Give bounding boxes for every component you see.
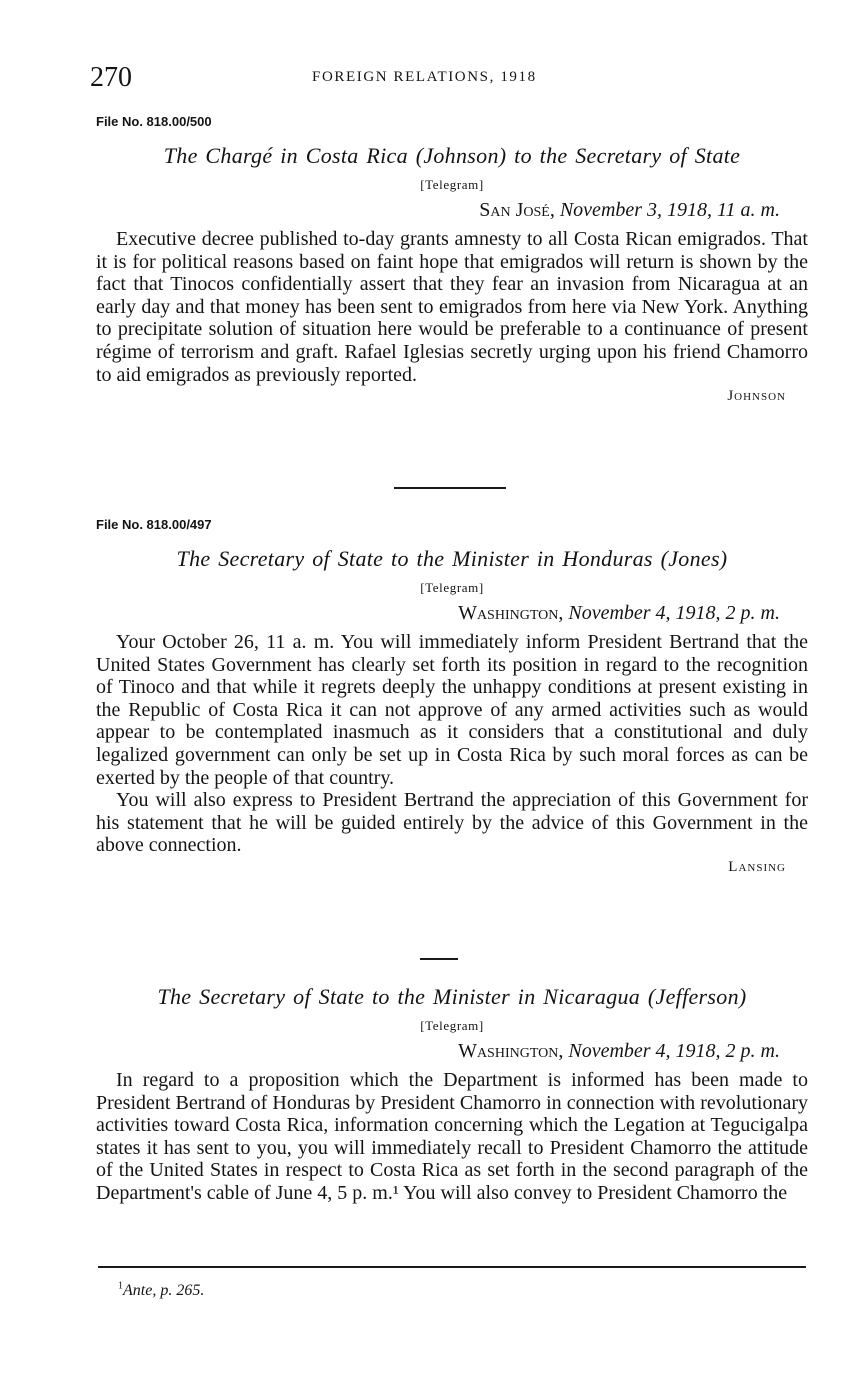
section-divider — [394, 487, 506, 489]
dateline-date: November 3, 1918, 11 a. m. — [559, 199, 780, 221]
dateline-place: Washington, — [458, 1040, 564, 1062]
dateline — [96, 602, 808, 625]
dateline-date: November 4, 1918, 2 p. m. — [568, 602, 780, 624]
dateline-place: San José, — [479, 199, 555, 221]
dateline — [96, 1040, 808, 1063]
document-1 — [96, 114, 808, 405]
footnote-marker: 1 — [118, 1280, 123, 1292]
document-type: [Telegram] — [420, 1018, 484, 1033]
signature: Johnson — [727, 388, 786, 405]
document-title: The Secretary of State to the Minister in Honduras (Jones) — [176, 546, 728, 571]
dateline-date: November 4, 1918, 2 p. m. — [568, 1040, 780, 1062]
body-paragraph — [96, 1069, 808, 1205]
body-paragraph — [96, 789, 808, 857]
footnote-text: Ante, p. 265. — [123, 1282, 205, 1299]
footnote-rule — [98, 1266, 806, 1268]
running-head: FOREIGN RELATIONS, 1918 — [312, 69, 537, 85]
dateline-place: Washington, — [458, 602, 564, 624]
document-type: [Telegram] — [420, 177, 484, 192]
paragraph-text: You will also express to President Bertrand the appreciation of this Government for his statement that he will be guided entirely by the advice of this Government in the above connection. — [96, 789, 808, 857]
body-paragraph — [96, 631, 808, 789]
paragraph-text: Your October 26, 11 a. m. You will immediately inform President Bertrand that the United States Government has clearly set forth its position in regard to the recognition of Tinoco and that while it regrets deeply the unhappy conditions at present existing in the Republic of Costa Rica it can not approve of any armed activities such as would appear to be contemplated inasmuch as it considers that a constitutional and duly legalized government can only be set up in Costa Rica by such moral forces as can be exerted by the people of that country. — [96, 631, 808, 789]
signature: Lansing — [728, 858, 786, 875]
page-header — [90, 62, 806, 96]
file-number: File No. 818.00/497 — [96, 517, 212, 532]
document-type: [Telegram] — [420, 580, 484, 595]
paragraph-text: Executive decree published to-day grants amnesty to all Costa Rican emigrados. That it is for political reasons based on faint hope that emigrados will return is shown by the fact that Tinocos confidentially assert that they fear an invasion from Nicaragua at an early day and that money has been sent to emigrados from here via New York. Anything to precipitate solution of situation here would be preferable to a continuance of present régime of terrorism and graft. Rafael Iglesias secretly urging upon his friend Chamorro to aid emigrados as previously reported. — [96, 228, 808, 386]
paragraph-text: In regard to a proposition which the Department is informed has been made to President Bertrand of Honduras by President Chamorro in connection with revolutionary activities toward Costa Rica, information concerning which the Legation at Tegucigalpa states it has sent to you, you will immediately recall to President Chamorro the attitude of the United States in respect to Costa Rica as set forth in the second paragraph of the Department's cable of June 4, 5 p. m.¹ You will also convey to President Chamorro the — [96, 1069, 808, 1204]
document-2 — [96, 517, 808, 876]
footnote — [118, 1282, 204, 1300]
dateline — [96, 199, 808, 222]
document-title: The Chargé in Costa Rica (Johnson) to the Secretary of State — [163, 143, 741, 168]
file-number: File No. 818.00/500 — [96, 114, 212, 129]
document-title: The Secretary of State to the Minister in Nicaragua (Jefferson) — [157, 984, 747, 1009]
body-paragraph — [96, 228, 808, 386]
page-number: 270 — [90, 62, 132, 93]
section-divider — [420, 958, 458, 960]
document-3 — [96, 984, 808, 1205]
